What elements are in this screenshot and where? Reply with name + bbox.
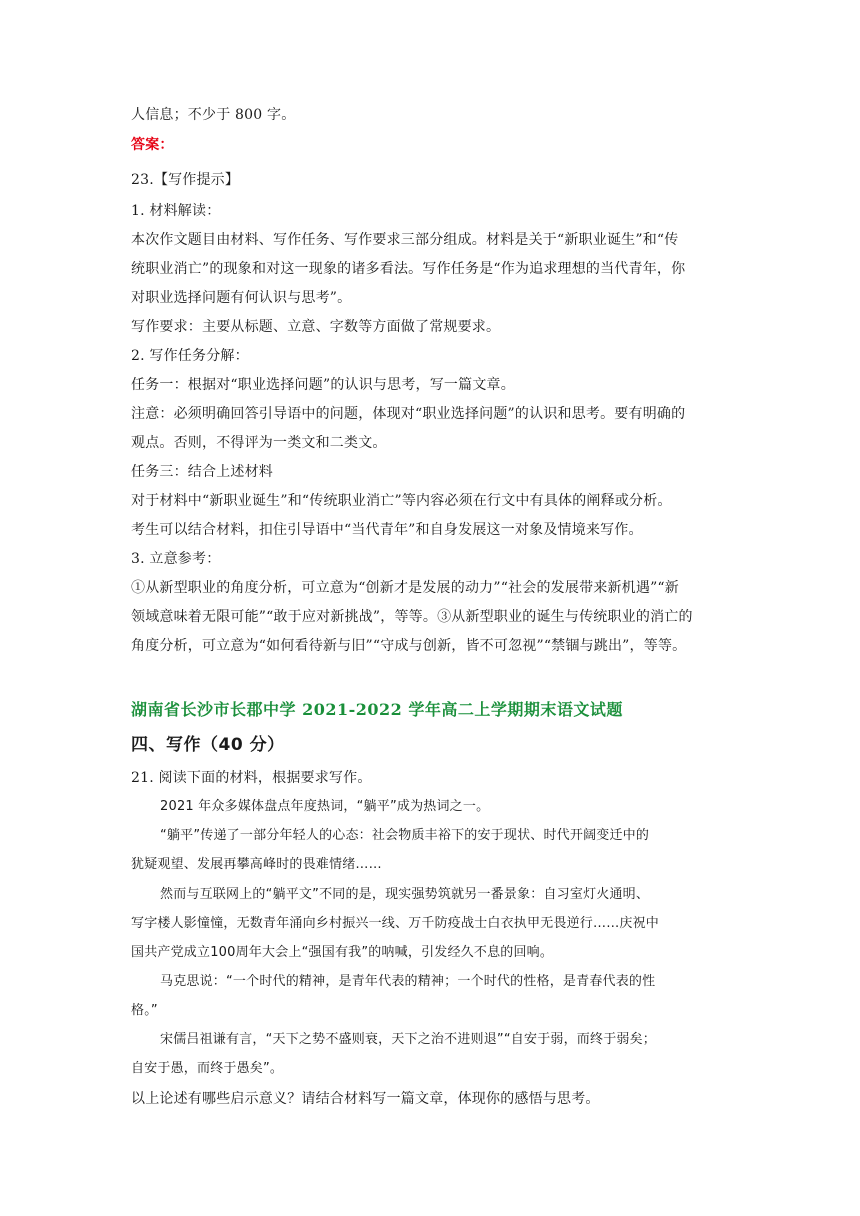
material-line: 2021 年众多媒体盘点年度热词，“躺平”成为热词之一。 xyxy=(160,799,490,814)
text-line: 领域意味着无限可能”“敢于应对新挑战”，等等。③从新型职业的诞生与传统职业的消亡的 xyxy=(131,609,693,625)
material-line: 犹疑观望、发展再攀高峰时的畏难情绪…… xyxy=(131,857,382,872)
material-line: 国共产党成立100周年大会上“强国有我”的呐喊，引发经久不息的回响。 xyxy=(131,945,554,960)
text-line: 角度分析，可立意为“如何看待新与旧”“守成与创新，皆不可忽视”“禁锢与跳出”，等等。 xyxy=(131,638,687,654)
subheading: 2. 写作任务分解： xyxy=(131,348,249,364)
material-line: 然而与互联网上的“躺平文”不同的是，现实强势筑就另一番景象：自习室灯火通明、 xyxy=(160,887,650,902)
text-line: 写作要求：主要从标题、立意、字数等方面做了常规要求。 xyxy=(131,319,501,335)
text-line: ①从新型职业的角度分析，可立意为“创新才是发展的动力”“社会的发展带来新机遇”“新 xyxy=(131,580,679,596)
material-line: 宋儒吕祖谦有言，“天下之势不盛则衰，天下之治不进则退”“自安于弱，而终于弱矣； xyxy=(160,1032,657,1047)
subheading: 1. 材料解读： xyxy=(131,203,221,219)
material-line: 自安于愚，而终于愚矣”。 xyxy=(131,1061,284,1076)
text-line: 观点。否则，不得评为一类文和二类文。 xyxy=(131,435,387,451)
text-line: 对职业选择问题有何认识与思考”。 xyxy=(131,290,352,306)
material-line: 马克思说：“一个时代的精神，是青年代表的精神；一个时代的性格，是青春代表的性 xyxy=(160,974,656,989)
subheading: 3. 立意参考： xyxy=(131,551,221,567)
text-line: 对于材料中“新职业诞生”和“传统职业消亡”等内容必须在行文中有具体的阐释或分析。 xyxy=(131,493,672,509)
text-line: 任务一：根据对“职业选择问题”的认识与思考，写一篇文章。 xyxy=(131,377,515,393)
material-line: 写字楼人影憧憧，无数青年涌向乡村振兴一线、万千防疫战士白衣执甲无畏逆行……庆祝中 xyxy=(131,916,660,931)
text-line: 本次作文题目由材料、写作任务、写作要求三部分组成。材料是关于“新职业诞生”和“传 xyxy=(131,232,679,248)
answer-label: 答案： xyxy=(131,137,174,153)
text-line: 注意：必须明确回答引导语中的问题，体现对“职业选择问题”的认识和思考。要有明确的 xyxy=(131,406,686,422)
question-instruction: 以上论述有哪些启示意义？请结合材料写一篇文章，体现你的感悟与思考。 xyxy=(131,1091,600,1107)
text-line: 统职业消亡”的现象和对这一现象的诸多看法。写作任务是“作为追求理想的当代青年，你 xyxy=(131,261,686,277)
exam-title: 湖南省长沙市长郡中学 2021-2022 学年高二上学期期末语文试题 xyxy=(131,700,623,719)
text-line: 人信息；不少于 800 字。 xyxy=(131,107,296,123)
answer-number: 23.【写作提示】 xyxy=(131,172,240,188)
question-prompt: 21. 阅读下面的材料，根据要求写作。 xyxy=(131,770,372,786)
text-line: 考生可以结合材料，扣住引导语中“当代青年”和自身发展这一对象及情境来写作。 xyxy=(131,522,643,538)
material-line: 格。” xyxy=(131,1003,158,1018)
text-line: 任务三：结合上述材料 xyxy=(131,464,273,480)
section-heading: 四、写作（40 分） xyxy=(131,735,285,755)
material-line: “躺平”传递了一部分年轻人的心态：社会物质丰裕下的安于现状、时代开阔变迁中的 xyxy=(160,828,650,843)
